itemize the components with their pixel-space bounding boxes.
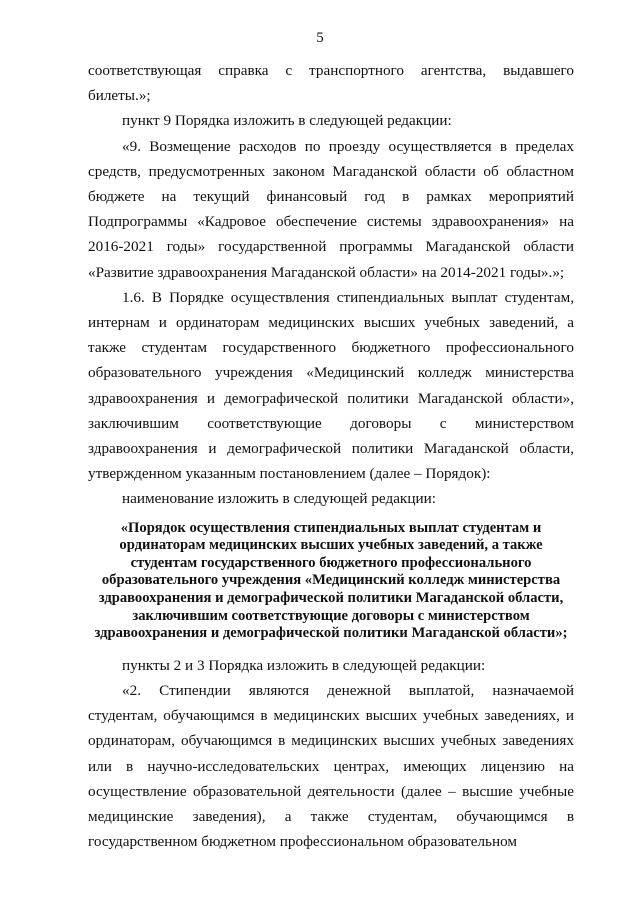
paragraph: соответствующая справка с транспортного агентства, выдавшего билеты.»;	[88, 62, 574, 105]
document-body	[88, 58, 574, 854]
paragraph: «9. Возмещение расходов по проезду осуществляется в пределах средств, предусмотренных законом Магаданской области об областном бюджете на текущий финансовый год в рамках мероприятий Подпрограммы «Кадровое обеспечение системы здравоохранения» на 2016-2021 годы» государственной программы Магаданской области «Развитие здравоохранения Магаданской области» на 2014-2021 годы».»;	[88, 137, 574, 281]
paragraph: «2. Стипендии являются денежной выплатой, назначаемой студентам, обучающимся в медицинских высших учебных заведениях, и ординаторам, обучающимся в медицинских высших учебных заведениях или в научно-исследовательских центрах, имеющих лицензию на осуществление образовательной деятельности (далее – высшие учебные медицинские заведения), а также студентам, обучающимся в государственном бюджетном профессиональном образовательном	[88, 682, 574, 851]
document-heading	[88, 520, 574, 643]
heading-text: «Порядок осуществления стипендиальных выплат студентам и ординаторам медицинских высших учебных заведений, а также студентам государственного бюджетного профессионального образовательного учреждения «Медицинский колледж министерства здравоохранения и демографической политики Магаданской области, заключившим соответствующие договоры с министерством здравоохранения и демографической политики Магаданской области»;	[94, 519, 568, 642]
paragraph: 1.6. В Порядке осуществления стипендиальных выплат студентам, интернам и ординаторам медицинских высших учебных заведений, а также студентам государственного бюджетного профессионального образовательного учреждения «Медицинский колледж министерства здравоохранения и демографической политики Магаданской области», заключившим соответствующие договоры с министерством здравоохранения и демографической политики Магаданской области, утвержденном указанным постановлением (далее – Порядок):	[88, 288, 574, 483]
paragraph: наименование изложить в следующей редакции:	[122, 490, 436, 508]
page-number: 5	[316, 30, 324, 46]
paragraph: пункт 9 Порядка изложить в следующей редакции:	[122, 112, 452, 130]
paragraph: пункты 2 и 3 Порядка изложить в следующей редакции:	[122, 656, 486, 674]
